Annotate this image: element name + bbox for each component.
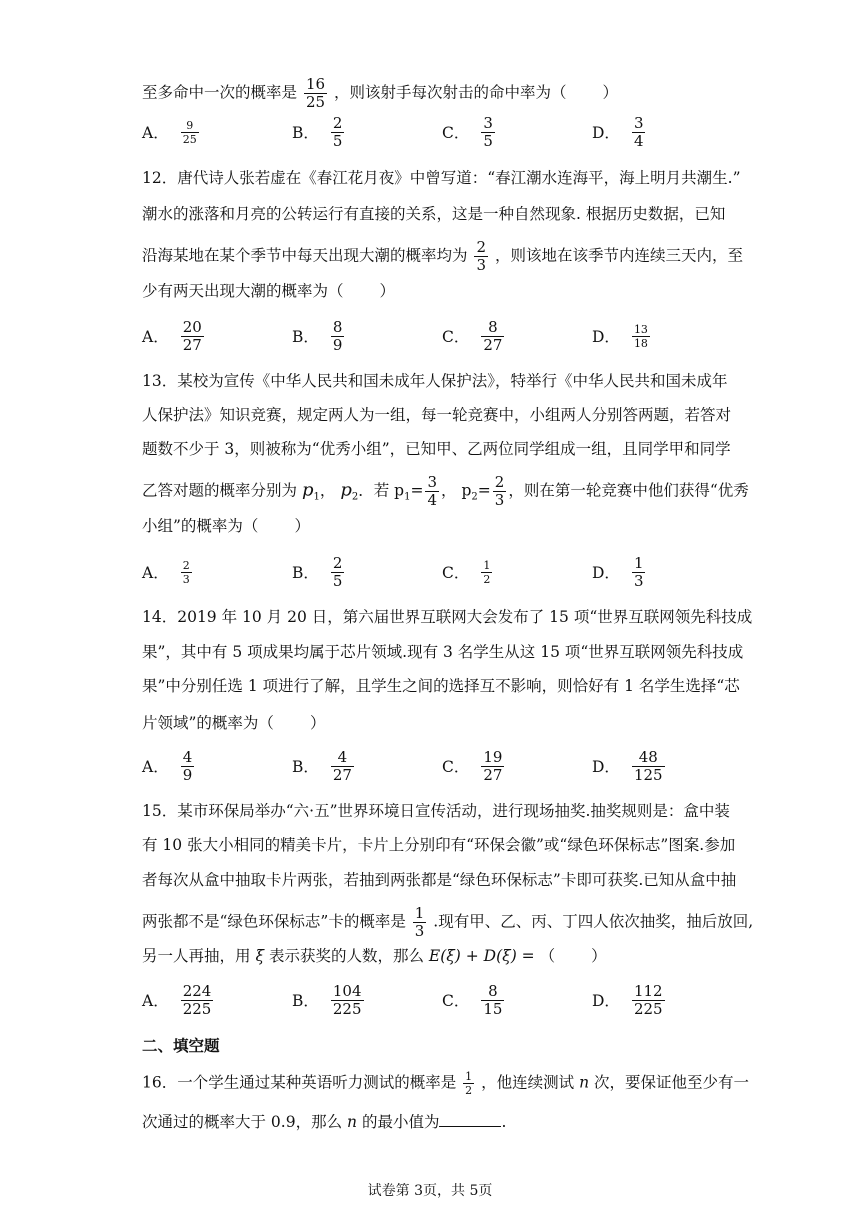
option-fraction	[632, 555, 646, 590]
q11-stem-fraction	[304, 76, 327, 111]
frac-numerator: 2	[332, 553, 343, 572]
q14-line-1: 14．2019 年 10 月 20 日，第六届世界互联网大会发布了 15 项“世界互联网领先科技成	[142, 608, 753, 626]
q13-eq1-sub: 1	[404, 491, 411, 503]
option-fraction	[632, 749, 665, 784]
q13-text-d: 小组”的概率为（	[142, 517, 259, 535]
option-fraction	[331, 319, 345, 354]
option-label: D．	[592, 124, 620, 142]
option-fraction	[181, 319, 204, 354]
q12-text-d: ）	[379, 282, 396, 300]
q13-eq1-lhs: p	[394, 481, 405, 500]
q13-eq1-eq: =	[410, 481, 424, 500]
option-label: C．	[442, 564, 470, 582]
option-label: D．	[592, 758, 620, 776]
q11-option-b[interactable]	[292, 110, 346, 154]
q11-option-d[interactable]	[592, 110, 647, 154]
q13-text-e: ）	[294, 517, 310, 535]
frac-denominator: 27	[483, 765, 503, 784]
q15-xi: ξ	[255, 947, 264, 965]
option-label: D．	[592, 564, 620, 582]
frac-numerator: 8	[332, 317, 343, 336]
section-heading: 二、填空题	[142, 1036, 220, 1055]
q13-eq2-sub: 2	[471, 491, 478, 503]
q16-text-a: 16．一个学生通过某种英语听力测试的概率是	[142, 1073, 457, 1092]
q13-eq2-lhs: p	[461, 481, 472, 500]
frac-denominator: 5	[483, 131, 493, 150]
q16-text-c: 次，要保证他至少有一	[593, 1073, 749, 1092]
q15-options	[142, 978, 742, 1022]
q16-n-variable: n	[347, 1113, 357, 1131]
q15-option-d[interactable]	[592, 978, 667, 1022]
option-fraction	[331, 115, 345, 150]
frac-numerator: 1	[633, 553, 644, 572]
q14-option-c[interactable]	[442, 744, 506, 788]
q16-n-variable: n	[579, 1073, 590, 1092]
q14-option-a[interactable]	[142, 744, 196, 788]
page-footer: 试卷第 3页，共 5页	[367, 1183, 493, 1199]
q13-eq2-eq: =	[477, 481, 491, 500]
q15-text-f: ）	[591, 947, 607, 965]
frac-numerator: 48	[638, 747, 658, 766]
q11-text-b: ，则该射手每次射击的命中率为（	[333, 83, 567, 102]
q16-stem-fraction	[463, 1070, 474, 1097]
q15-text-a: 两张都不是“绿色环保标志”卡的概率是	[142, 912, 406, 931]
q11-option-c[interactable]	[442, 110, 497, 154]
q12-text-c: 少有两天出现大潮的概率为（	[142, 282, 344, 300]
option-label: B．	[292, 992, 319, 1010]
frac-denominator: 27	[483, 335, 503, 354]
option-label: C．	[442, 328, 470, 346]
frac-denominator: 9	[182, 765, 193, 784]
option-label: A．	[142, 992, 169, 1010]
q12-line-1: 12．唐代诗人张若虚在《春江花月夜》中曾写道：“春江潮水连海平，海上明月共潮生.”	[142, 169, 741, 187]
frac-numerator: 1	[465, 1070, 473, 1083]
q15-option-b[interactable]	[292, 978, 366, 1022]
q13-option-c[interactable]	[442, 550, 494, 594]
option-label: C．	[442, 992, 470, 1010]
q13-sep: ，	[319, 481, 336, 500]
option-label: B．	[292, 758, 319, 776]
q12-option-c[interactable]	[442, 314, 506, 358]
q14-option-b[interactable]	[292, 744, 356, 788]
q13-line-2: 人保护法》知识竞赛，规定两人为一组，每一轮竞赛中，小组两人分别答两题，若答对	[142, 406, 732, 424]
option-fraction	[481, 749, 504, 784]
q16-text-d: 次通过的概率大于 0.9，那么	[142, 1113, 343, 1131]
q15-option-c[interactable]	[442, 978, 506, 1022]
frac-numerator: 19	[483, 747, 503, 766]
frac-denominator: 25	[305, 93, 326, 111]
q12-line-4	[142, 280, 395, 302]
q12-options	[142, 314, 742, 358]
frac-numerator: 2	[332, 113, 343, 132]
frac-denominator: 3	[494, 491, 505, 509]
option-label: A．	[142, 564, 169, 582]
option-label: C．	[442, 124, 470, 142]
frac-denominator: 4	[633, 131, 644, 150]
frac-numerator: 2	[182, 558, 190, 572]
q12-option-d[interactable]	[592, 314, 652, 358]
frac-numerator: 2	[476, 238, 486, 256]
q16-text-b: ，他连续测试	[481, 1073, 575, 1092]
option-label: B．	[292, 564, 319, 582]
q13-line-3: 题数不少于 3，则被称为“优秀小组”，已知甲、乙两位同学组成一组，且同学甲和同学	[142, 440, 731, 458]
q15-text-c: 另一人再抽，用	[142, 947, 251, 965]
frac-denominator: 225	[633, 999, 663, 1018]
frac-numerator: 1	[414, 904, 425, 922]
q12-option-b[interactable]	[292, 314, 346, 358]
frac-numerator: 13	[633, 322, 648, 336]
option-fraction	[481, 319, 504, 354]
q13-eq2-fraction	[493, 474, 507, 509]
frac-numerator: 104	[332, 981, 362, 1000]
q13-line-5	[142, 515, 310, 537]
frac-denominator: 225	[332, 999, 362, 1018]
q15-expression: E(ξ) + D(ξ) =	[428, 947, 535, 965]
option-fraction	[331, 749, 354, 784]
option-label: A．	[142, 758, 169, 776]
option-fraction	[481, 115, 495, 150]
frac-numerator: 4	[182, 747, 193, 766]
frac-numerator: 224	[182, 981, 212, 1000]
frac-numerator: 8	[488, 981, 498, 1000]
option-label: D．	[592, 992, 620, 1010]
frac-denominator: 27	[182, 335, 202, 354]
q14-text-b: ）	[309, 714, 326, 732]
q13-option-d[interactable]	[592, 550, 647, 594]
option-label: D．	[592, 328, 620, 346]
frac-denominator: 3	[414, 922, 425, 940]
q11-options	[142, 110, 742, 154]
option-fraction	[632, 323, 650, 350]
frac-denominator: 2	[483, 572, 491, 586]
q14-line-4	[142, 712, 325, 734]
option-label: B．	[292, 124, 319, 142]
frac-numerator: 2	[494, 473, 505, 491]
q15-line-3: 者每次从盒中抽取卡片两张，若抽到两张都是“绿色环保标志”卡即可获奖.已知从盒中抽	[142, 871, 737, 889]
q12-text-a: 沿海某地在某个季节中每天出现大潮的概率均为	[142, 246, 468, 265]
option-fraction	[632, 983, 665, 1018]
frac-denominator: 4	[427, 491, 438, 509]
q12-line-3	[142, 239, 743, 274]
option-fraction	[331, 555, 345, 590]
frac-numerator: 3	[483, 113, 493, 132]
q13-comma: ，	[441, 481, 457, 500]
option-label: C．	[442, 758, 470, 776]
q15-text-d: 表示获奖的人数，那么	[268, 947, 424, 965]
q15-stem-fraction	[413, 905, 427, 940]
frac-denominator: 27	[332, 765, 352, 784]
q13-line-1: 13．某校为宣传《中华人民共和国未成年人保护法》，特举行《中华人民共和国未成年	[142, 372, 728, 390]
q14-line-3: 果”中分别任选 1 项进行了解，且学生之间的选择互不影响，则恰好有 1 名学生选择“芯	[142, 677, 740, 695]
frac-denominator: 18	[633, 336, 648, 350]
frac-denominator: 225	[182, 999, 212, 1018]
q13-line-4	[142, 474, 749, 509]
q15-line-5	[142, 945, 607, 967]
frac-denominator: 25	[182, 132, 197, 146]
option-fraction	[181, 559, 192, 586]
q11-stem-line	[142, 76, 618, 111]
option-label: A．	[142, 328, 169, 346]
q12-option-a[interactable]	[142, 314, 206, 358]
q13-p1-sub: 1	[313, 491, 320, 503]
q12-text-b: ，则该地在该季节内连续三天内，至	[494, 246, 743, 265]
frac-denominator: 5	[332, 131, 343, 150]
q15-line-4	[142, 905, 753, 940]
frac-numerator: 16	[305, 75, 326, 93]
frac-denominator: 5	[332, 571, 343, 590]
q11-option-a[interactable]	[142, 110, 201, 154]
q13-p1: p	[301, 479, 314, 501]
q13-option-a[interactable]	[142, 550, 194, 594]
frac-denominator: 15	[483, 999, 503, 1018]
q15-text-e: （	[539, 947, 556, 965]
q14-options	[142, 744, 742, 788]
q13-text-c: ，则在第一轮竞赛中他们获得“优秀	[508, 481, 749, 500]
frac-denominator: 2	[465, 1084, 473, 1097]
frac-denominator: 3	[633, 571, 644, 590]
frac-numerator: 8	[488, 317, 498, 336]
q13-p2-sub: 2	[351, 491, 359, 503]
q11-text-a: 至多命中一次的概率是	[142, 83, 298, 102]
option-fraction	[181, 749, 195, 784]
frac-numerator: 4	[337, 747, 348, 766]
frac-numerator: 3	[633, 113, 644, 132]
q15-line-2: 有 10 张大小相同的精美卡片，卡片上分别印有“环保会徽”或“绿色环保标志”图案.参加	[142, 836, 736, 854]
frac-numerator: 3	[427, 473, 438, 491]
q12-line-2: 潮水的涨落和月亮的公转运行有直接的关系，这是一种自然现象. 根据历史数据，已知	[142, 205, 726, 223]
option-fraction	[181, 119, 199, 146]
q13-options	[142, 550, 742, 594]
q13-option-b[interactable]	[292, 550, 346, 594]
option-label: A．	[142, 124, 169, 142]
frac-denominator: 125	[633, 765, 663, 784]
q15-option-a[interactable]	[142, 978, 215, 1022]
answer-blank[interactable]	[439, 1110, 501, 1127]
option-label: B．	[292, 328, 319, 346]
q14-option-d[interactable]	[592, 744, 667, 788]
frac-denominator: 3	[476, 256, 486, 274]
q14-text-a: 片领域”的概率为（	[142, 714, 274, 732]
q14-line-2: 果”，其中有 5 项成果均属于芯片领域.现有 3 名学生从这 15 项“世界互联网领先科技成	[142, 643, 744, 661]
q11-text-c: ）	[602, 83, 619, 102]
q13-eq1-fraction	[425, 474, 439, 509]
option-fraction	[481, 983, 504, 1018]
q12-stem-fraction	[474, 239, 488, 274]
q13-text-b: ．若	[358, 481, 390, 500]
q16-line-1	[142, 1070, 749, 1097]
option-fraction	[481, 559, 492, 586]
frac-denominator: 9	[332, 335, 343, 354]
q16-text-e: 的最小值为	[361, 1113, 440, 1131]
q16-text-f: .	[501, 1113, 507, 1131]
frac-numerator: 1	[483, 558, 491, 572]
q13-text-a: 乙答对题的概率分别为	[142, 481, 298, 500]
option-fraction	[181, 983, 214, 1018]
frac-numerator: 9	[186, 118, 194, 132]
option-fraction	[331, 983, 364, 1018]
q15-text-b: .现有甲、乙、丙、丁四人依次抽奖，抽后放回,	[433, 912, 754, 931]
frac-numerator: 112	[633, 981, 663, 1000]
q13-p2: p	[340, 479, 352, 501]
frac-denominator: 3	[182, 572, 190, 586]
frac-numerator: 20	[182, 317, 202, 336]
option-fraction	[632, 115, 646, 150]
q15-line-1: 15．某市环保局举办“六·五”世界环境日宣传活动，进行现场抽奖.抽奖规则是：盒中装	[142, 802, 730, 820]
q16-line-2	[142, 1110, 506, 1133]
